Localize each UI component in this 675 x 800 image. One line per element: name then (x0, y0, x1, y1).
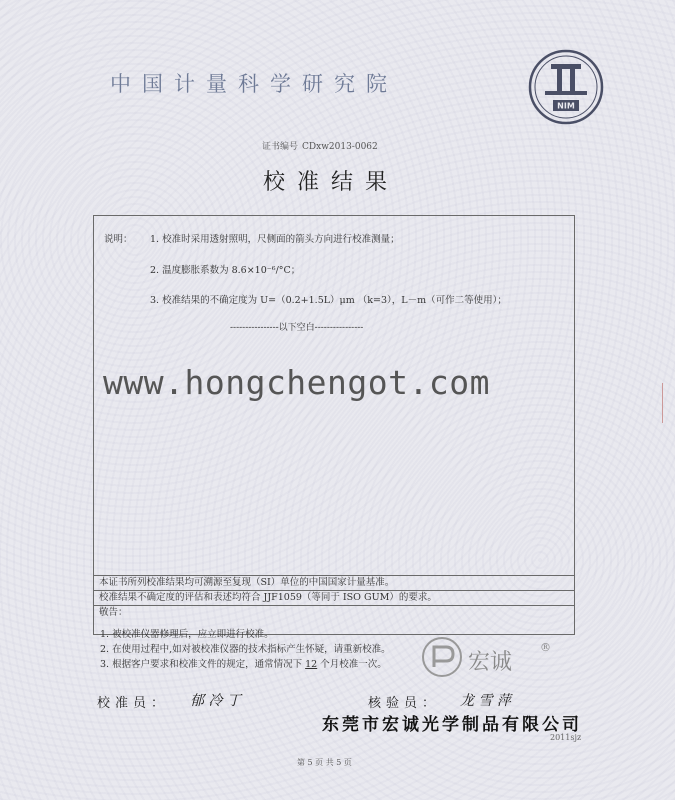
page-title: 校准结果 (263, 170, 400, 195)
traceability-line: 本证书所列校准结果均可溯源至复现（SI）单位的中国国家计量基准。 (94, 576, 574, 591)
warning-item: 1. 被校准仪器修理后，应立即进行校准。 (100, 629, 274, 640)
blank-marker: ----------------以下空白---------------- (230, 323, 364, 333)
note-item: 3. 校准结果的不确定度为 U=（0.2+1.5L）μm （k=3），L－m（可作二等使用）； (150, 295, 507, 306)
seal-edge (662, 383, 675, 423)
note-item: 1. 校准时采用透射照明，尺侧面的箭头方向进行校准测量； (150, 234, 400, 245)
institute-name: 中国计量科学研究院 (110, 72, 398, 96)
page-number: 第 5 页 共 5 页 (297, 758, 352, 767)
warning-item-prefix: 3. 根据客户要求和校准文件的规定，通常情况下 (100, 659, 303, 670)
verifier-signature: 龙 雪 萍 (460, 693, 511, 709)
cert-number-line (258, 139, 378, 152)
warning-item (100, 656, 387, 670)
warning-item: 2. 在使用过程中,如对被校准仪器的技术指标产生怀疑，请重新校准。 (100, 644, 391, 655)
note-item: 2. 温度膨胀系数为 8.6×10⁻⁶/°C； (150, 265, 301, 276)
year-mark: 2011sjz (550, 733, 582, 742)
registered-mark: ® (540, 641, 551, 654)
warning-item-suffix: 个月校准一次。 (320, 659, 387, 670)
calibrator-label: 校准员： (97, 696, 170, 711)
nim-logo-icon (527, 48, 605, 126)
hongcheng-logo-icon (420, 635, 464, 679)
verifier-label: 核验员： (368, 696, 441, 711)
warning-heading: 敬告： (99, 607, 128, 618)
cert-label: 证书编号 (262, 142, 299, 152)
website-watermark: www.hongchengot.com (103, 363, 490, 402)
calibration-interval: 12 (305, 659, 318, 670)
traceability-line: 校准结果不确定度的评估和表述均符合 JJF1059（等同于 ISO GUM）的要求。 (94, 591, 574, 606)
calibrator-signature: 郁 冷 丁 (190, 693, 241, 709)
logo-text: NIM (557, 101, 575, 111)
notes-label: 说明： (104, 234, 133, 245)
cert-number: CDxw2013-0062 (302, 142, 378, 152)
company-name: 东莞市宏诚光学制品有限公司 (322, 715, 582, 735)
brand-name: 宏诚 (468, 650, 513, 675)
